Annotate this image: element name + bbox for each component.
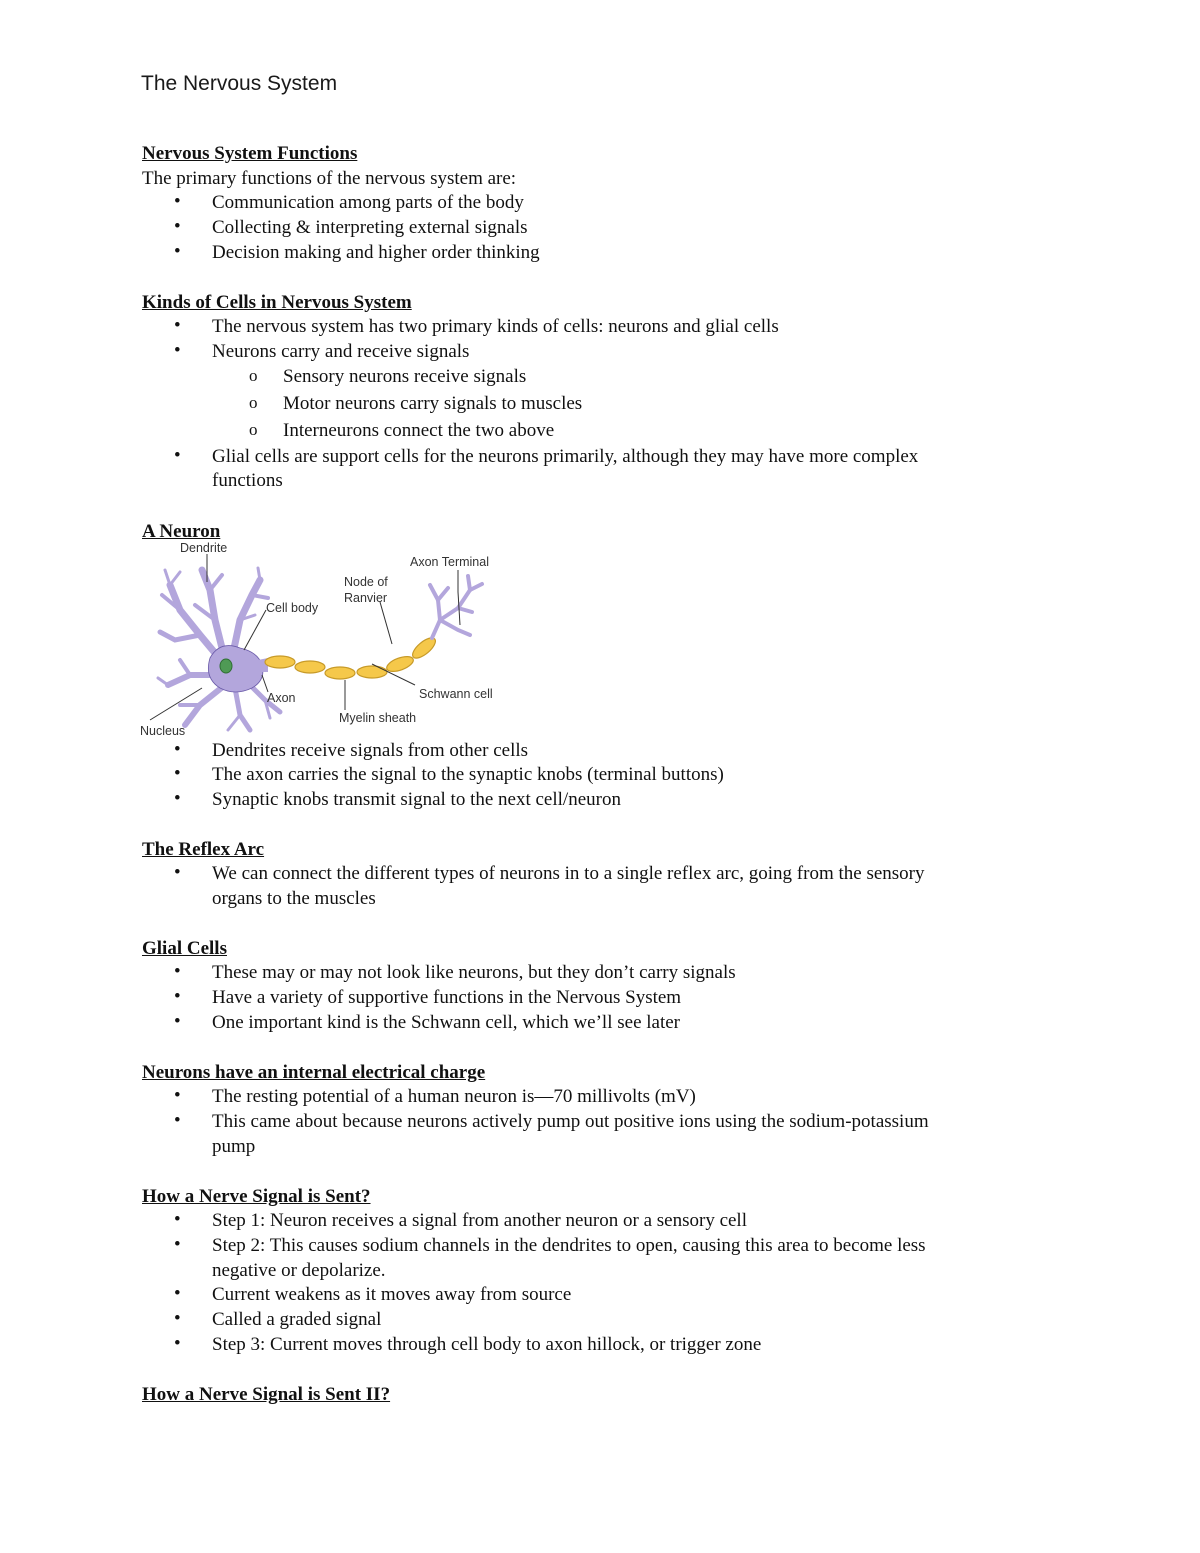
label-nucleus: Nucleus xyxy=(140,724,186,738)
signal-bullet: • Called a graded signal xyxy=(212,1309,381,1331)
kinds-bullet-glial-cont: functions xyxy=(212,470,283,491)
kinds-bullet-glial: • Glial cells are support cells for the neurons primarily, although they may have more complex xyxy=(212,446,918,468)
signal-bullet: • Current weakens as it moves away from source xyxy=(212,1284,571,1306)
neuron-bullet: • The axon carries the signal to the synaptic knobs (terminal buttons) xyxy=(212,764,724,786)
label-axon-terminal: Axon Terminal xyxy=(410,555,489,569)
label-myelin-sheath: Myelin sheath xyxy=(339,711,417,725)
heading-glial: Glial Cells xyxy=(142,938,227,959)
glial-bullet: • These may or may not look like neurons, but they don’t carry signals xyxy=(212,962,736,984)
nucleus xyxy=(220,659,232,673)
heading-neuron: A Neuron xyxy=(142,521,221,542)
myelin-segment xyxy=(385,654,415,675)
kinds-subbullet: o Motor neurons carry signals to muscles xyxy=(283,393,582,415)
label-schwann-cell: Schwann cell xyxy=(419,687,493,701)
soma xyxy=(208,646,263,692)
glial-bullet: • Have a variety of supportive functions in the Nervous System xyxy=(212,987,681,1009)
label-dendrite: Dendrite xyxy=(180,541,228,555)
neuron-diagram xyxy=(140,540,510,740)
neuron-bullet: • Dendrites receive signals from other cells xyxy=(212,740,528,762)
myelin-segment xyxy=(357,666,387,678)
heading-functions: Nervous System Functions xyxy=(142,143,358,164)
signal-bullet: • Step 3: Current moves through cell body to axon hillock, or trigger zone xyxy=(212,1334,761,1356)
kinds-bullet: • The nervous system has two primary kinds of cells: neurons and glial cells xyxy=(212,316,779,338)
label-axon: Axon xyxy=(267,691,296,705)
reflex-bullet: • We can connect the different types of neurons in to a single reflex arc, going from the sensory xyxy=(212,863,925,885)
charge-bullet: • The resting potential of a human neuron is—70 millivolts (mV) xyxy=(212,1086,696,1108)
kinds-subbullet: o Sensory neurons receive signals xyxy=(283,366,526,388)
functions-bullet: • Decision making and higher order thinking xyxy=(212,242,540,264)
heading-kinds: Kinds of Cells in Nervous System xyxy=(142,292,412,313)
heading-reflex: The Reflex Arc xyxy=(142,839,265,860)
myelin-segment xyxy=(409,634,438,661)
label-cell-body: Cell body xyxy=(266,601,319,615)
functions-bullet: • Communication among parts of the body xyxy=(212,192,524,214)
doc-title: The Nervous System xyxy=(141,72,338,95)
charge-bullet: • This came about because neurons actively pump out positive ions using the sodium-potassium xyxy=(212,1111,929,1133)
signal-bullet-cont: negative or depolarize. xyxy=(212,1260,386,1281)
reflex-bullet-cont: organs to the muscles xyxy=(212,888,376,909)
charge-bullet-cont: pump xyxy=(212,1136,256,1157)
kinds-subbullet: o Interneurons connect the two above xyxy=(283,420,554,442)
signal-bullet: • Step 1: Neuron receives a signal from another neuron or a sensory cell xyxy=(212,1210,747,1232)
functions-intro: The primary functions of the nervous system are: xyxy=(142,168,517,189)
heading-charge: Neurons have an internal electrical charge xyxy=(142,1062,486,1083)
myelin-segment xyxy=(265,656,295,668)
myelin-segment xyxy=(325,667,355,679)
heading-signal: How a Nerve Signal is Sent? xyxy=(142,1186,371,1207)
myelin-segments xyxy=(265,634,439,679)
neuron-bullet: • Synaptic knobs transmit signal to the next cell/neuron xyxy=(212,789,621,811)
neuron-cell-body xyxy=(158,568,280,730)
kinds-bullet: • Neurons carry and receive signals xyxy=(212,341,469,363)
label-node-of: Node of xyxy=(344,575,388,589)
label-ranvier: Ranvier xyxy=(344,591,388,605)
heading-signal-2: How a Nerve Signal is Sent II? xyxy=(142,1384,391,1405)
axon-terminal-branches xyxy=(430,576,482,638)
myelin-segment xyxy=(295,661,325,673)
glial-bullet: • One important kind is the Schwann cell, which we’ll see later xyxy=(212,1012,680,1034)
functions-bullet: • Collecting & interpreting external signals xyxy=(212,217,528,239)
signal-bullet: • Step 2: This causes sodium channels in the dendrites to open, causing this area to become less xyxy=(212,1235,926,1257)
